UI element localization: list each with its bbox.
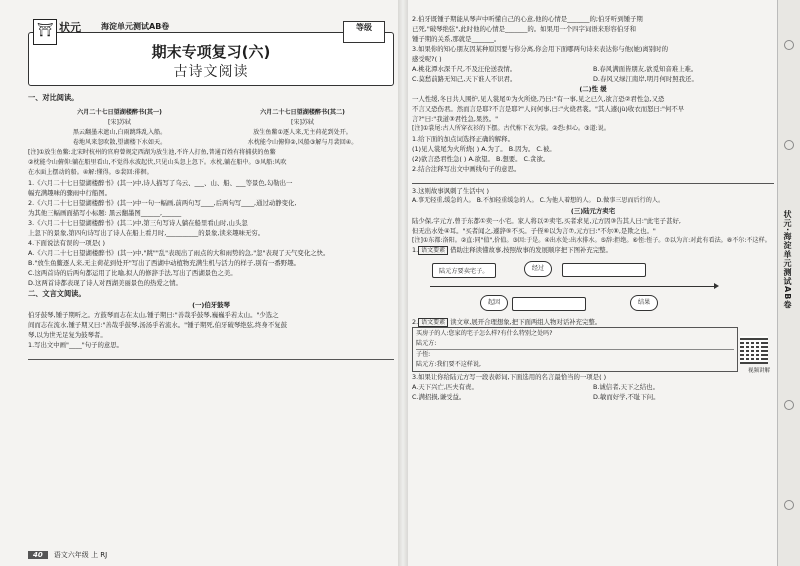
passage-line: 陆少保,字元方,曾于东都①卖一小宅。家人将以②卖宅,买者求见,元方因③告其人曰:"此宅子甚好, (412, 217, 681, 225)
question: 2.伯牙既锺子期能从琴声中听懂自己的心意,他的心情是_______的;伯牙听到锺子期 (412, 15, 643, 23)
option: A.桃花潭水深千尺,不及汪伦送我情。 (412, 65, 517, 73)
binding-hole-icon (784, 500, 794, 510)
question-cont: 已死,"破琴绝弦",此时他的心情是_______的。如果用一个四字词语来形容伯牙和 (412, 25, 637, 33)
flow-start-box: 陆元方要卖宅子。 (432, 263, 496, 278)
subsection-title: (一)伯牙鼓琴 (192, 301, 230, 309)
poem-2 (211, 108, 394, 148)
question: 3.如果你的知心朋友因某种原因要与你分离,你会用下面哪两句诗来表达你与他(她)离别时的 (412, 45, 668, 53)
left-page (28, 14, 394, 566)
poem-line: 黑云翻墨未遮山,白雨跳珠乱入船。 (72, 129, 167, 136)
option: A.天下兴亡,匹夫有责。 (412, 383, 478, 391)
annotation: [注]①裳尾:古人所穿衣衫的下摆。古代称下衣为裳。②恐:担心。③道:说。 (412, 125, 610, 132)
option: (2)欲言恐君性急( ) A.欲望。 B.想要。 C.贪欲。 (412, 155, 550, 163)
annotation: ②枕能令山俯仰:躺在船里看山,不觉得水波起伏,只见山头忽上忽下。水枕,躺在船中。③风船:风吹 (28, 159, 287, 166)
question-cont: 上忽下的景象,第四句诗写出了诗人在船上看月时,__________的景象,读来趣味无穷。 (28, 229, 265, 237)
right-page (412, 14, 774, 566)
dialogue-box (412, 327, 738, 372)
question (412, 245, 774, 255)
qr-label: 视频讲解 (747, 368, 770, 374)
question-text: 读文章,展开合理想象,把下面两组人物对话补充完整。 (450, 318, 602, 326)
question-number: 1. (412, 246, 419, 254)
poem-title: 六月二十七日望湖楼醉书(其二) (260, 109, 345, 116)
dialogue-line[interactable]: 陆元方: (416, 340, 437, 347)
question: 2.结合注释写出文中画线句子的意思。 (412, 165, 521, 173)
poem-line: 放生鱼鳖①逐人来,无主荷花到处开。 (253, 129, 352, 136)
option: D.春风又绿江南岸,明月何时照我还。 (593, 75, 698, 83)
answer-line[interactable] (28, 351, 394, 360)
option: D.敏而好学,不耻下问。 (593, 393, 660, 401)
binding-hole-icon (784, 40, 794, 50)
flow-end-oval: 结果 (630, 295, 658, 311)
question: 1.《六月二十七日望湖楼醉书》(其一)中,诗人描写了乌云、___、山、船、___等景色,勾勒出一 (28, 179, 293, 187)
option: A.事无轻重,缓急的人。 B.不加轻重缓急的人。 C.为他人着想的人。 D.做事三思而后行的人。 (412, 197, 665, 204)
question: 4.下面说法有误的一项是( ) (28, 239, 106, 247)
flow-pass-oval: 经过 (524, 261, 552, 277)
question: 1.写出文中画"____"句子的意思。 (28, 341, 124, 349)
option: B."放生鱼鳖逐人来,无主荷花到处开"写出了西湖中动植物充满生机与活力的样子,别有一番野趣。 (28, 259, 300, 267)
poem-1 (28, 108, 211, 148)
question: 3.这则故事讽刺了生活中( ) (412, 187, 490, 195)
poem-author: [宋]苏轼 (290, 119, 315, 126)
qr-code-icon[interactable] (740, 336, 768, 364)
options-row (412, 382, 774, 392)
question-cont: 锺子期的关系,那就是_______。 (412, 35, 501, 43)
section-heading-2: 二、文言文阅读。 (28, 289, 86, 298)
page-number: 40 (28, 551, 48, 559)
flow-blank-box[interactable] (512, 297, 586, 311)
page-footer (28, 550, 107, 560)
poem-pair (28, 108, 394, 148)
question-number: 2. (412, 318, 419, 326)
question: 1.给下面的加点词选择正确的解释。 (412, 135, 514, 143)
subsection-title: (二)性 缓 (579, 85, 607, 93)
question: 3.如果让你给陆元方写一段表彰词,下面选用的名言最恰当的一项是( ) (412, 373, 607, 381)
options-row (412, 74, 774, 84)
poem-author: [宋]苏轼 (107, 119, 132, 126)
school-logo-icon: ⛩ (33, 19, 57, 45)
passage-line: 言?"曰:"我道③君性急,果然。" (412, 115, 499, 123)
answer-line[interactable] (412, 175, 774, 184)
passage-line: 但无出水处④耳。"买者闻之,遽辞⑤不买。子侄⑥以为言⑦,元方曰:"不尔⑧,是欺之也。" (412, 227, 656, 235)
option: C.莫愁前路无知己,天下谁人不识君。 (412, 75, 517, 83)
side-spine (777, 0, 800, 566)
flow-begin-oval: 起因 (480, 295, 508, 311)
passage-line: 一人性缓,冬日共人围炉,见人裳尾①为火所烧,乃曰:"有一事,见之已久,欲言恐②君性急,又恐 (412, 95, 665, 103)
page-subtitle: 古诗文阅读 (173, 64, 249, 80)
book-gutter (398, 0, 408, 566)
question: 2.《六月二十七日望湖楼醉书》(其一)中一句一幅画,前两句写____,后两句写____,通过动静变化, (28, 199, 297, 207)
section-heading-1: 一、对比阅读。 (28, 93, 79, 102)
series-name: 海淀单元测试AB卷 (101, 22, 170, 31)
binding-hole-icon (784, 140, 794, 150)
dialogue-line[interactable]: 子侄: (416, 349, 734, 360)
tag-badge: 语文要素 (418, 318, 448, 327)
options-row (412, 64, 774, 74)
annotation: [注]①东都:洛阳。②直:同"值",价值。③因:于是。④出水处:出水排水。⑤辞:拒绝。⑥侄:侄子。⑦以为言:对此有看法。⑧不尔:不这样。 (412, 237, 771, 244)
page-title: 期末专项复习(六) (151, 43, 271, 61)
footer-text: 语文六年级 上 RJ (53, 551, 108, 559)
annotation: 在水面上摆动的船。④解:懂得。⑤裴回:徘徊。 (28, 169, 153, 176)
question-cont: 幅充满趣味的骤雨中行船图。 (28, 189, 112, 197)
option: B.春风满面皆朋友,欲觅知音难上难。 (593, 65, 698, 73)
timeline-arrow (430, 286, 715, 287)
brand-name: 状元 (59, 21, 81, 34)
question-cont: 为其他三幅画面描写小标题: 黑云翻墨图______,______ (28, 209, 182, 217)
question (412, 317, 774, 327)
dialogue-line: 买房子的人:您家的宅子怎么样?有什么特别之处吗? (416, 330, 553, 337)
option: D.这两首诗都表现了诗人对西湖美丽景色的热爱之情。 (28, 279, 182, 287)
option: A.《六月二十七日望湖楼醉书》(其一)中,"跳""乱"表现出了雨点的大和雨势的急,"忽"表现了天气变化之快。 (28, 249, 330, 257)
binding-hole-icon (784, 400, 794, 410)
passage-line: 伯牙鼓琴,锺子期听之。方鼓琴而志在太山,锺子期曰:"善哉乎鼓琴,巍巍乎若太山。"少选之 (28, 311, 279, 319)
spine-text: 状元·海淀单元测试AB卷 (783, 210, 792, 310)
option: (1)见人裳尾为火所烧( ) A.为了。 B.因为。 C.被。 (412, 145, 556, 153)
passage-line: 间而志在流水,锺子期又曰:"善哉乎鼓琴,汤汤乎若流水。"锺子期死,伯牙破琴绝弦,终身不复鼓 (28, 321, 287, 329)
flow-blank-box[interactable] (562, 263, 646, 277)
subsection-title: (三)陆元方卖宅 (570, 207, 616, 215)
story-flowchart (412, 257, 774, 315)
option: B.诚信者,天下之结也。 (593, 383, 659, 391)
poem-line: 卷地风来忽吹散,望湖楼下水如天。 (72, 139, 167, 146)
dialogue-line[interactable]: 陆元方:我们要不这样说, (416, 361, 481, 368)
title-banner (28, 21, 394, 86)
passage-line: 琴,以为世无足复为鼓琴者。 (28, 331, 107, 339)
poem-title: 六月二十七日望湖楼醉书(其一) (77, 109, 162, 116)
question-cont: 感受呢?( ) (412, 55, 442, 63)
grade-label: 等级 (356, 23, 372, 32)
tag-badge: 语文要素 (418, 246, 448, 255)
annotation: [注]①放生鱼鳖:北宋时杭州的官府曾规定西湖为放生池,不许人打鱼,普通百姓有将捕获的鱼鳖 (28, 149, 276, 156)
option: C.这两首诗的后两句都运用了比喻,拟人的修辞手法,写出了西湖景色之美。 (28, 269, 237, 277)
question-text: 借助注释读懂故事,按照故事的发展顺序把下图补充完整。 (450, 246, 612, 254)
options-row (412, 392, 774, 402)
poem-line: 水枕能令山俯仰②,风船③解与月裴回④。 (247, 139, 358, 146)
passage-line: 不言又恐伤君。然而言是耶?不言是耶?"人问何事,曰:"火烧君裳。"其人遽(jù)收衣而怒曰:"何不早 (412, 105, 685, 113)
question: 3.《六月二十七日望湖楼醉书》(其二)中,第三句写诗人躺在船里看山时,山头忽 (28, 219, 248, 227)
option: C.满招损,谦受益。 (412, 393, 466, 401)
grade-box (343, 21, 385, 43)
